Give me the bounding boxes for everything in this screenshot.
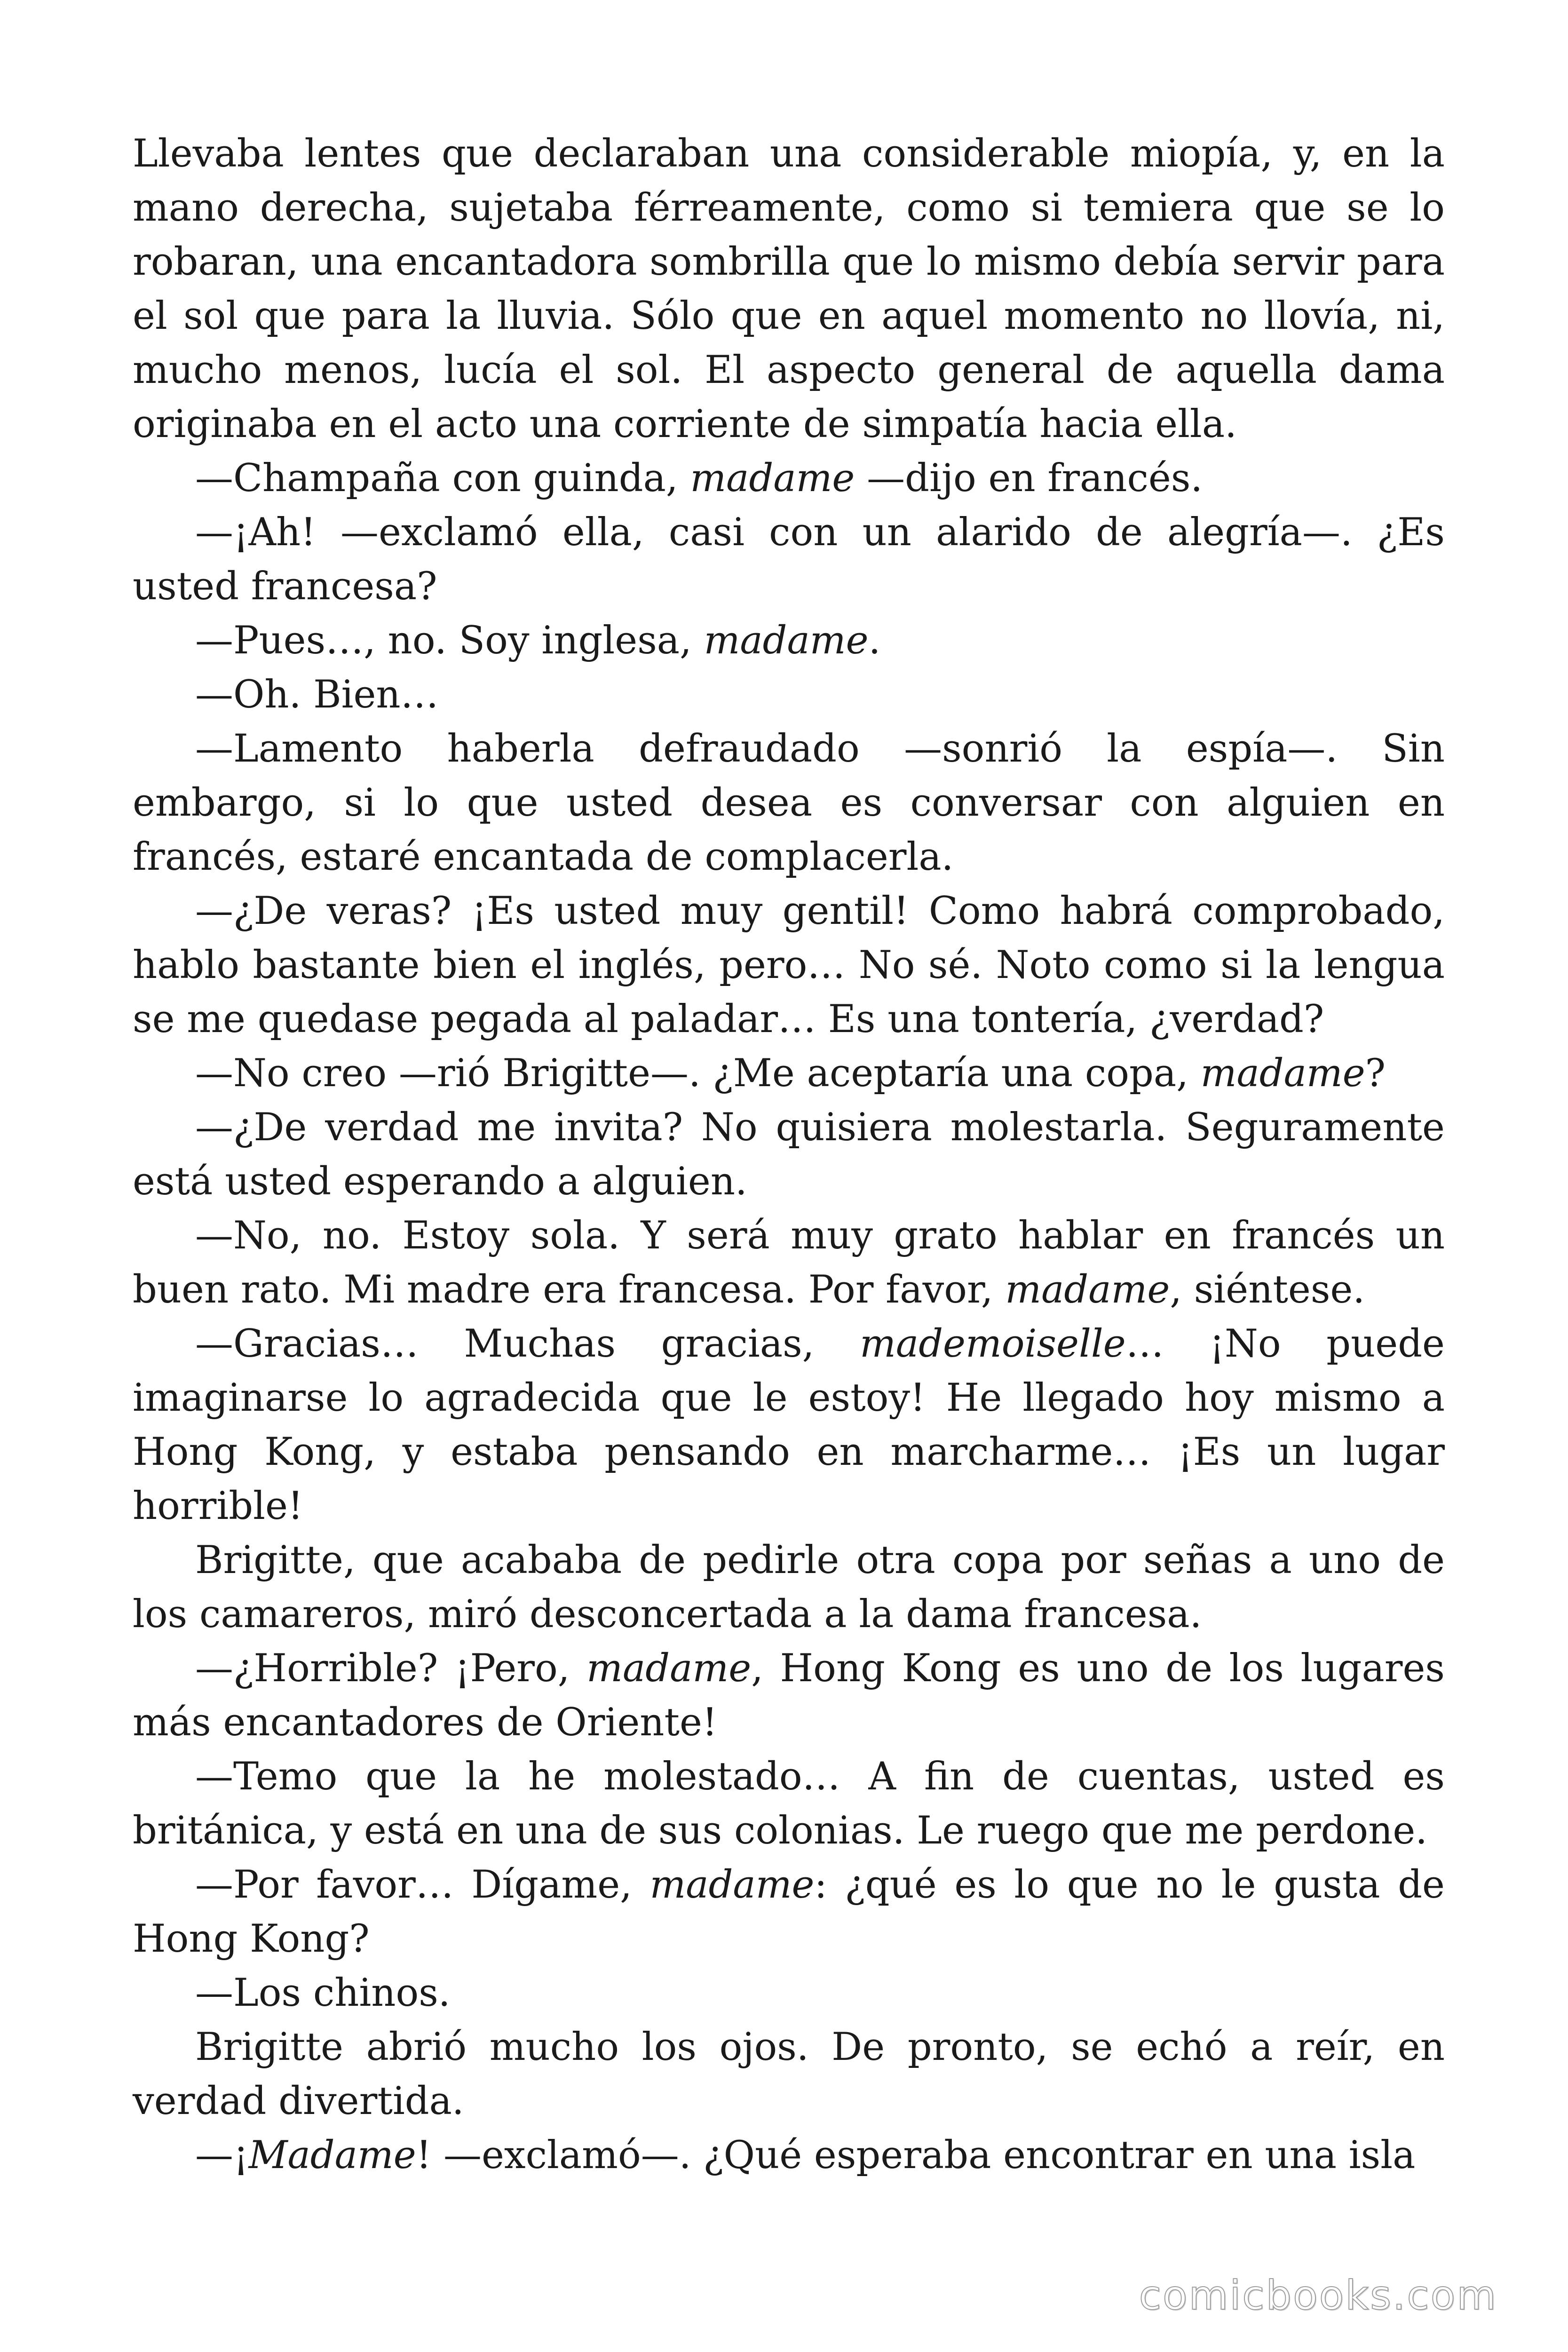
italic-text: madame — [649, 1863, 815, 1907]
text-run: —¿Horrible? ¡Pero, — [195, 1646, 587, 1691]
text-run: Brigitte abrió mucho los ojos. De pronto, se echó a reír, en verdad divertida. — [133, 2025, 1445, 2123]
paragraph — [133, 1642, 1445, 1750]
text-run: —No, no. Estoy sola. Y será muy grato hablar en francés un buen rato. Mi madre era francesa. Por favor, — [133, 1214, 1445, 1312]
paragraph — [133, 2129, 1445, 2183]
paragraph — [133, 1966, 1445, 2020]
text-run: … ¡No puede imaginarse lo agradecida que le estoy! He llegado hoy mismo a Hong Kong, y estaba pensando en marcharme… ¡Es un lugar horrible! — [133, 1322, 1445, 1528]
paragraph — [133, 668, 1445, 722]
paragraph — [133, 127, 1445, 452]
text-run: —Oh. Bien… — [195, 673, 439, 717]
paragraph — [133, 1317, 1445, 1534]
text-run: —No creo —rió Brigitte—. ¿Me aceptaría una copa, — [195, 1051, 1201, 1096]
text-run: Brigitte, que acababa de pedirle otra copa por señas a uno de los camareros, miró desconcertada a la dama francesa. — [133, 1538, 1445, 1637]
paragraph — [133, 614, 1445, 668]
text-run: ? — [1365, 1051, 1386, 1096]
text-run: —¡Ah! —exclamó ella, casi con un alarido de alegría—. ¿Es usted francesa? — [133, 510, 1445, 609]
text-run: Llevaba lentes que declaraban una considerable miopía, y, en la mano derecha, sujetaba férreamente, como si temiera que se lo robaran, una encantadora sombrilla que lo mismo debía servir para el sol que para la lluvia. Sólo que en aquel momento no llovía, ni, mucho menos, lucía el sol. El aspecto general de aquella dama originaba en el acto una corriente de simpatía hacia ella. — [133, 132, 1445, 446]
paragraph — [133, 1534, 1445, 1642]
italic-text: madame — [690, 456, 855, 501]
text-run: —Los chinos. — [195, 1971, 451, 2015]
text-run: —Gracias… Muchas gracias, — [195, 1322, 860, 1366]
text-run: —Pues…, no. Soy inglesa, — [195, 619, 704, 663]
paragraph — [133, 1047, 1445, 1101]
italic-text: madame — [704, 619, 869, 663]
paragraph — [133, 452, 1445, 506]
italic-text: Madame — [248, 2133, 416, 2177]
paragraph — [133, 884, 1445, 1047]
text-run: —Por favor… Dígame, — [195, 1863, 650, 1907]
text-run: —dijo en francés. — [855, 456, 1203, 501]
italic-text: madame — [586, 1646, 752, 1691]
paragraph — [133, 1750, 1445, 1858]
text-run: ! —exclamó—. ¿Qué esperaba encontrar en una isla — [416, 2133, 1416, 2177]
paragraph — [133, 1101, 1445, 1209]
italic-text: madame — [1200, 1051, 1365, 1096]
paragraph — [133, 506, 1445, 614]
text-run: —Champaña con guinda, — [195, 456, 690, 501]
text-run: —Lamento haberla defraudado —sonrió la espía—. Sin embargo, si lo que usted desea es conversar con alguien en francés, estaré encantada de complacerla. — [133, 727, 1445, 879]
paragraph — [133, 722, 1445, 884]
text-run: , Hong Kong es uno de los lugares más encantadores de Oriente! — [133, 1646, 1445, 1745]
text-run: —¡ — [195, 2133, 249, 2177]
text-run: : ¿qué es lo que no le gusta de Hong Kong? — [133, 1863, 1445, 1961]
paragraph — [133, 2020, 1445, 2129]
italic-text: mademoiselle — [860, 1322, 1126, 1366]
paragraph — [133, 1209, 1445, 1317]
text-run: —Temo que la he molestado… A fin de cuentas, usted es británica, y está en una de sus colonias. Le ruego que me perdone. — [133, 1755, 1445, 1853]
text-run: . — [868, 619, 881, 663]
text-run: —¿De veras? ¡Es usted muy gentil! Como habrá comprobado, hablo bastante bien el inglés, pero… No sé. Noto como si la lengua se me quedase pegada al paladar… Es una tontería, ¿verdad? — [133, 889, 1445, 1041]
paragraph — [133, 1858, 1445, 1966]
text-run: —¿De verdad me invita? No quisiera molestarla. Seguramente está usted esperando a alguien. — [133, 1105, 1445, 1204]
body-text — [133, 127, 1445, 2183]
italic-text: madame — [1005, 1268, 1170, 1312]
watermark: comicbooks.com — [1139, 2272, 1497, 2319]
text-run: , siéntese. — [1170, 1268, 1365, 1312]
